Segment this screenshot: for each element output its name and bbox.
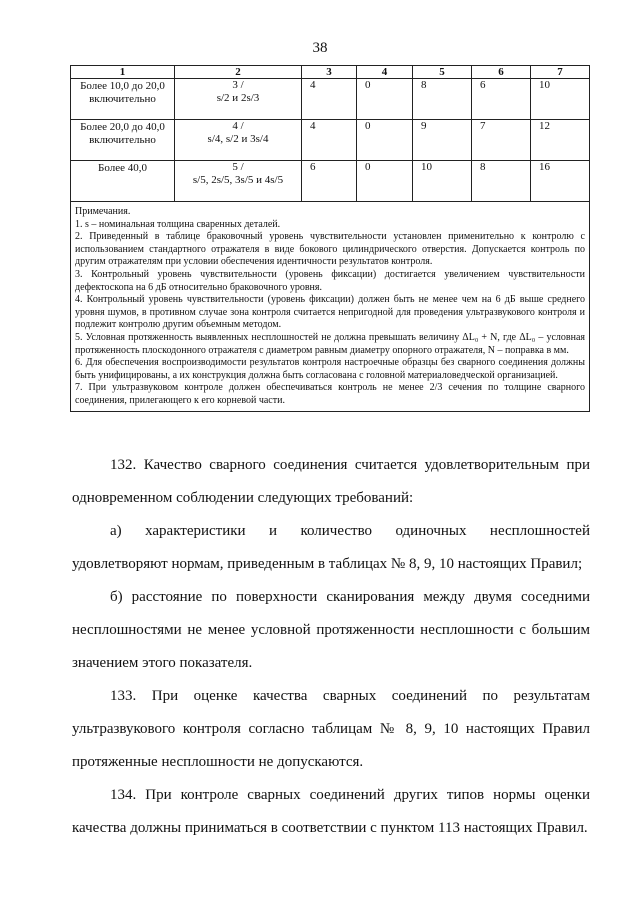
notes-heading: Примечания. xyxy=(75,206,131,217)
paragraph-133: 133. При оценке качества сварных соединений по результатам ультразвукового контроля согласно таблицам № 8, 9, 10 настоящих Правил протяженные несплошности не допускаются. xyxy=(72,688,590,770)
table-cell: 12 xyxy=(531,120,590,161)
norms-table xyxy=(70,65,590,412)
note-item: 5. Условная протяженность выявленных несплошностей не должна превышать величину ΔL₀ + N, где ΔL₀ – условная протяженность плоскодонного отражателя с диаметром равным диаметру опорного отражателя, N – поправка в мм. xyxy=(75,331,585,356)
column-header: 6 xyxy=(472,66,531,79)
table-row xyxy=(71,79,590,120)
column-header: 4 xyxy=(357,66,413,79)
cell-line: Более 20,0 до 40,0 xyxy=(80,121,165,133)
cell-line: включительно xyxy=(89,134,156,146)
table-row xyxy=(71,161,590,202)
note-item: 1. s – номинальная толщина сваренных деталей. xyxy=(75,218,281,230)
thickness-range-cell xyxy=(71,120,175,161)
table-cell: 6 xyxy=(472,79,531,120)
column-header: 2 xyxy=(175,66,302,79)
table-row xyxy=(71,120,590,161)
table-cell: 7 xyxy=(472,120,531,161)
note-item: 2. Приведенный в таблице браковочный уровень чувствительности установлен применительно к контролю с использованием стандартного отражателя в виде бокового цилиндрического отверстия. Допускается контроль по другим отражателям при условии обеспечения идентичности результатов контроля. xyxy=(75,231,585,268)
cell-line: Более 10,0 до 20,0 xyxy=(80,80,165,92)
table-cell: 10 xyxy=(413,161,472,202)
table-cell: 8 xyxy=(413,79,472,120)
thickness-range-cell xyxy=(71,161,175,202)
table-cell: 4 xyxy=(302,120,357,161)
paragraph-item-a: а) характеристики и количество одиночных несплошностей удовлетворяют нормам, приведенным в таблицах № 8, 9, 10 настоящих Правил; xyxy=(72,523,590,572)
table-cell: 0 xyxy=(357,120,413,161)
cell-line: включительно xyxy=(89,93,156,105)
cell-line: 4 / xyxy=(232,120,244,132)
note-item: 4. Контрольный уровень чувствительности (уровень фиксации) должен быть не менее чем на 6 дБ выше среднего уровня шумов, в противном случае зона контроля считается непригодной для проведения ультразвукового контроля и подлежит контролю другим объемным методом. xyxy=(75,294,585,331)
paragraph-item-b: б) расстояние по поверхности сканирования между двумя соседними несплошностями не менее условной протяженности несплошности с большим значением этого показателя. xyxy=(72,589,590,671)
table-cell: 8 xyxy=(472,161,531,202)
page-number: 38 xyxy=(312,40,328,56)
cell-line: Более 40,0 xyxy=(98,162,147,174)
depth-cell xyxy=(175,120,302,161)
column-header: 1 xyxy=(71,66,175,79)
notes-cell xyxy=(71,202,590,412)
table-cell: 0 xyxy=(357,161,413,202)
cell-line: 5 / xyxy=(232,161,244,173)
note-item: 3. Контрольный уровень чувствительности (уровень фиксации) достигается увеличением чувствительности дефектоскопа на 6 дБ относительно браковочного уровня. xyxy=(75,268,585,293)
cell-line: 3 / xyxy=(232,79,244,91)
column-header: 3 xyxy=(302,66,357,79)
body-text xyxy=(72,449,590,845)
table-cell: 16 xyxy=(531,161,590,202)
note-item: 6. Для обеспечения воспроизводимости результатов контроля настроечные образцы без сварного соединения должны быть унифицированы, а их конструкция должна быть согласована с головной материаловедческой организацией. xyxy=(75,357,585,381)
table-cell: 6 xyxy=(302,161,357,202)
depth-cell xyxy=(175,161,302,202)
paragraph-132: 132. Качество сварного соединения считается удовлетворительным при одновременном соблюдении следующих требований: xyxy=(72,457,590,506)
notes-row xyxy=(71,202,590,412)
column-header: 7 xyxy=(531,66,590,79)
cell-line: s/5, 2s/5, 3s/5 и 4s/5 xyxy=(192,174,284,186)
cell-line: s/4, s/2 и 3s/4 xyxy=(207,133,269,145)
paragraph-134: 134. При контроле сварных соединений других типов нормы оценки качества должны приниматься в соответствии с пунктом 113 настоящих Правил. xyxy=(72,787,590,836)
cell-line: s/2 и 2s/3 xyxy=(216,92,260,104)
thickness-range-cell xyxy=(71,79,175,120)
table-cell: 0 xyxy=(357,79,413,120)
table-cell: 10 xyxy=(531,79,590,120)
table-header-row xyxy=(71,66,590,79)
table-cell: 4 xyxy=(302,79,357,120)
note-item: 7. При ультразвуковом контроле должен обеспечиваться контроль не менее 2/3 сечения по толщине сварного соединения, прилегающего к его корневой части. xyxy=(75,382,585,406)
depth-cell xyxy=(175,79,302,120)
table-cell: 9 xyxy=(413,120,472,161)
column-header: 5 xyxy=(413,66,472,79)
